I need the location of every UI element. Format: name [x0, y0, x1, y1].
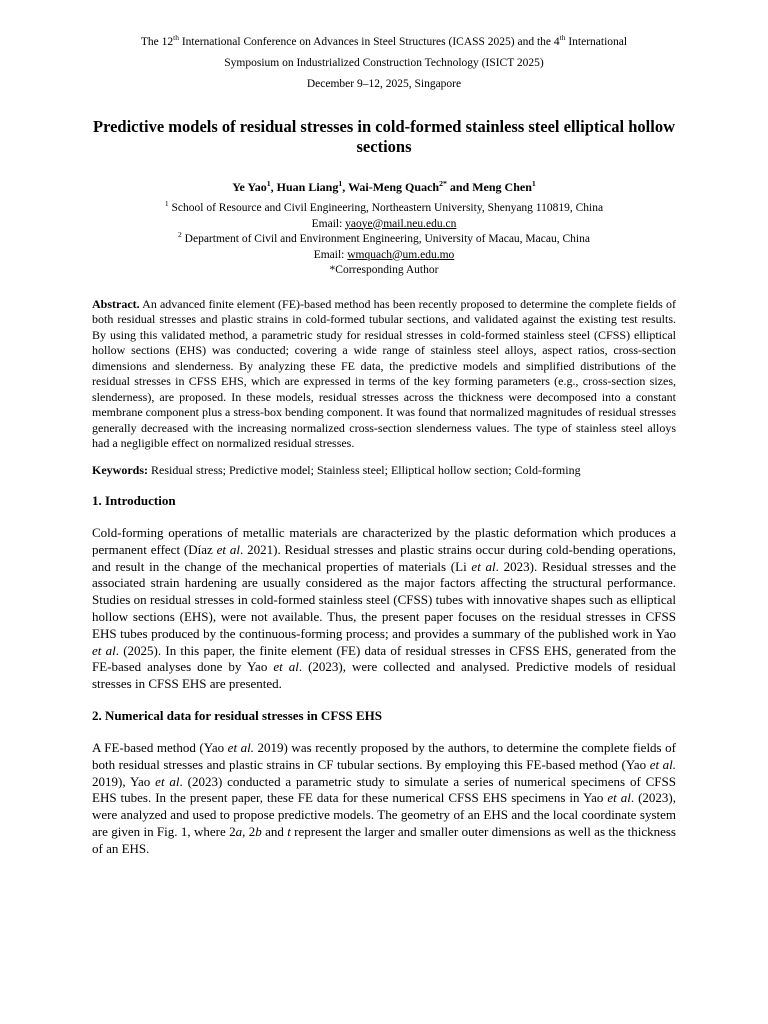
body-text: et al — [471, 558, 496, 574]
body-text: et al — [155, 773, 180, 789]
author-sup: 1 — [266, 179, 271, 188]
abstract-label: Abstract. — [92, 296, 140, 311]
affiliation-2 — [92, 232, 676, 248]
conference-date: December 9–12, 2025, Singapore — [306, 78, 462, 90]
corresponding-author-note: *Corresponding Author — [329, 264, 439, 276]
abstract-text: An advanced finite element (FE)-based method has been recently proposed to determine the complete fields of both residual stresses and plastic strains in cold-formed tubular sections, and validated against the existing test results. By using this validated method, a parametric study for residual stresses in cold-formed stainless steel (CFSS) elliptical hollow sections (EHS) was conducted; covering a wide range of stainless steel alloys, aspect ratios, cross-section dimensions and slenderness. By analyzing these FE data, the predictive models and simplified distributions of the residual stresses in CFSS EHS, which are expressed in terms of the key forming parameters (e.g., cross-section sizes, slenderness), are proposed. In these models, residual stresses across the thickness were decomposed into a constant membrane component plus a stress-box bending component. It was found that normalized magnitudes of residual stresses generally decreased with the increasing normalized cross-section slenderness values. The type of stainless steel alloys had a negligible effect on normalized residual stresses. — [92, 296, 676, 450]
body-text: . 2023). Residual stresses and the associated strain hardening are usually considered as the major factors affecting the structural performance. Studies on residual stresses in cold-formed stainless steel (CFSS) tubes with innovative shapes such as elliptical hollow sections (EHS), were not available. Thus, the present paper focuses on the residual stresses in CFSS EHS tubes produced by the continuous-forming process; and provides a summary of the published work in Yao — [92, 558, 676, 641]
author-sup: 2* — [439, 179, 447, 188]
body-text: . (2025). In this paper, the finite element (FE) data of residual stresses in CFSS EHS, generated from the FE-based analyses done by Yao — [92, 642, 676, 675]
aff-sup: 2 — [178, 230, 182, 240]
paper-title: Predictive models of residual stresses in cold-formed stainless steel elliptical hollow sections — [92, 117, 676, 156]
body-text: a — [235, 823, 243, 839]
section-heading-numerical-data: 2. Numerical data for residual stresses in CFSS EHS — [92, 707, 382, 723]
aff-text: School of Resource and Civil Engineering, Northeastern University, Shenyang 110819, China — [168, 202, 604, 214]
author-name: Wai-Meng Quach — [348, 180, 440, 194]
author-sup: 1 — [531, 179, 536, 188]
email-label: Email: — [311, 217, 346, 230]
affiliation-2-email — [92, 248, 676, 264]
body-text: t — [287, 823, 291, 839]
body-text: 2019) was recently proposed by the authors, to determine the complete fields of both residual stresses and plastic strains in CF tubular sections. By employing this FE-based method (Yao — [92, 739, 677, 772]
body-text: b — [255, 823, 262, 839]
body-text: et al — [607, 790, 631, 806]
section-heading-introduction: 1. Introduction — [92, 493, 176, 508]
body-text: . (2023), were collected and analysed. Predictive models of residual stresses in CFSS EHS are presented. — [92, 659, 676, 692]
author-sep: , — [270, 180, 277, 194]
body-text: et al. — [227, 739, 254, 755]
conf-sup: th — [559, 33, 566, 43]
keywords-text: Residual stress; Predictive model; Stainless steel; Elliptical hollow section; Cold-forming — [148, 462, 581, 477]
keywords — [92, 463, 676, 479]
body-text: , 2 — [242, 823, 256, 839]
body-text: Cold-forming operations of metallic materials are characterized by the plastic deformation which produces a permanent effect (D — [92, 525, 676, 557]
body-text: . (2023), were analyzed and used to propose predictive models. The geometry of an EHS and the local coordinate system are given in Fig. 1, where 2 — [92, 790, 676, 839]
body-text: and — [261, 823, 288, 839]
body-text: et al — [273, 659, 299, 675]
aff-sup: 1 — [164, 199, 169, 209]
conf-text: International Conference on Advances in Steel Structures (ICASS 2025) and the 4 — [178, 36, 560, 48]
conference-line-1 — [92, 0, 676, 53]
conf-text: The 12 — [140, 36, 174, 48]
author-name: Ye Yao — [232, 180, 267, 194]
body-text: íaz — [197, 541, 217, 557]
abstract — [92, 297, 676, 452]
author-sep: , — [342, 180, 349, 194]
affiliation-1 — [92, 201, 676, 217]
email-link[interactable]: wmquach@um.edu.mo — [347, 248, 455, 261]
numerical-data-paragraph — [92, 740, 676, 858]
author-sup: 1 — [338, 179, 343, 188]
conf-text: International — [565, 36, 628, 48]
conf-sup: th — [173, 33, 179, 43]
email-label: Email: — [313, 248, 348, 261]
aff-text: Department of Civil and Environment Engineering, University of Macau, Macau, China — [181, 233, 590, 245]
author-name: Huan Liang — [276, 180, 339, 194]
conference-line-2: Symposium on Industrialized Construction Technology (ISICT 2025) — [224, 57, 544, 69]
body-text: A FE-based method (Yao — [92, 739, 228, 755]
body-text: 2019), Yao — [92, 773, 156, 789]
email-link[interactable]: yaoye@mail.neu.edu.cn — [345, 217, 457, 230]
body-text: . (2023) conducted a parametric study to simulate a series of numerical specimens of CFSS EHS tubes. In the present paper, these FE data for these numerical CFSS EHS specimens in Yao — [92, 773, 676, 806]
body-text: . 2021). Residual stresses and plastic strains occur during cold-bending operations, and result in the change of the mechanical properties of materials (Li — [92, 541, 677, 574]
body-text: represent the larger and smaller outer dimensions as well as the thickness of an EHS. — [92, 823, 676, 856]
author-list — [92, 179, 676, 195]
body-text: et al. — [649, 756, 676, 772]
introduction-paragraph — [92, 525, 676, 693]
author-name: Meng Chen — [472, 180, 532, 194]
keywords-label: Keywords: — [92, 462, 148, 477]
body-text: et al — [216, 541, 241, 557]
body-text: et al — [92, 642, 116, 658]
author-sep: and — [446, 180, 473, 194]
